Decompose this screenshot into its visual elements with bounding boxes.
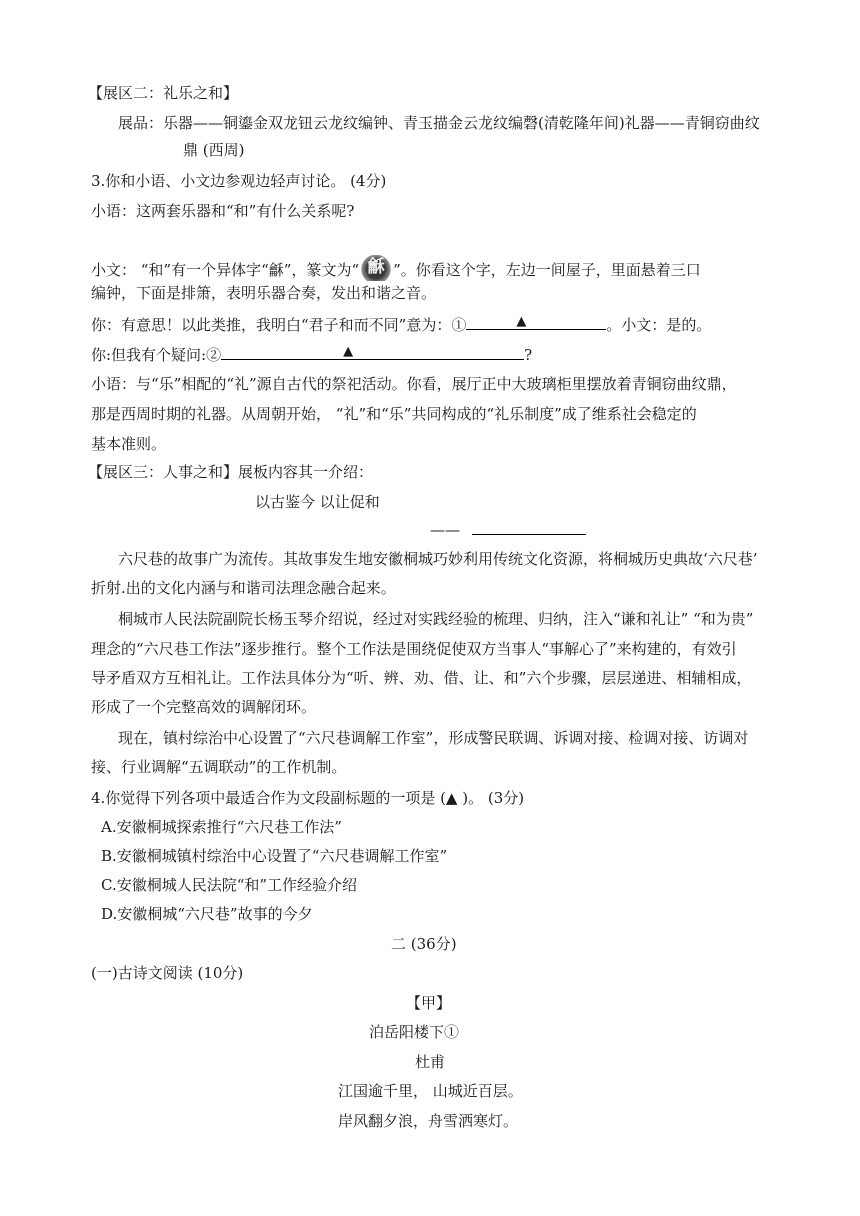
poem-line-1: 江国逾千里， 山城近百层。 [338, 1082, 523, 1100]
blank-marker-1: ▲ [516, 314, 527, 329]
zone3-subtitle [430, 520, 586, 540]
p2-line4: 形成了一个完整高效的调解闭环。 [91, 698, 317, 716]
seal-script-glyph: 龢 [367, 257, 385, 277]
option-a[interactable]: A.安徽桐城探索推行“六尺巷工作法” [101, 818, 342, 836]
xiaowen-line-1 [91, 255, 701, 281]
poem-title: 泊岳阳楼下① [369, 1023, 460, 1041]
poem-line-2: 岸风翻夕浪，舟雪洒寒灯。 [338, 1112, 519, 1130]
xiaoyu-line-1: 小语：这两套乐器和“和”有什么关系呢? [91, 202, 355, 220]
p1-line2: 折射.出的文化内涵与和谐司法理念融合起来。 [91, 579, 396, 597]
section-ancient-poetry: (一)古诗文阅读 (10分) [91, 964, 244, 982]
option-c[interactable]: C.安徽桐城人民法院“和”工作经验介绍 [101, 876, 358, 894]
question-3-stem: 3.你和小语、小文边参观边轻声讨论。 (4分) [91, 172, 387, 190]
poem-jia-label: 【甲】 [406, 994, 452, 1012]
zone3-title: 以古鉴今 以让促和 [255, 493, 380, 511]
p2-line2: 理念的“六尺巷工作法”逐步推行。整个工作法是围绕促使双方当事人“事解心了”来构建的，有效引 [91, 640, 737, 658]
question-4-stem: 4.你觉得下列各项中最适合作为文段副标题的一项是 (▲ )。 (3分) [91, 789, 525, 807]
p2-line3: 导矛盾双方互相礼让。工作法具体分为“听、辨、劝、借、让、和”六个步骤，层层递进、相辅相成， [91, 669, 752, 687]
you-line-2-end: ? [524, 346, 533, 364]
subtitle-blank[interactable] [472, 520, 586, 535]
p1-line1: 六尺巷的故事广为流传。其故事发生地安徽桐城巧妙利用传统文化资源，将桐城历史典故‘六尺巷’ [118, 550, 758, 568]
zone2-exhibits-line2: 鼎 (西周) [183, 141, 245, 159]
xiaowen-text-a: 小文： “和”有一个异体字“龢”，篆文为“ [91, 261, 360, 279]
seal-script-image [361, 255, 391, 281]
xiaowen-line-2: 编钟，下面是排箫，表明乐器合奏，发出和谐之音。 [91, 284, 437, 302]
answer-blank-2[interactable] [221, 343, 524, 360]
option-d[interactable]: D.安徽桐城“六尺巷”故事的今夕 [101, 905, 313, 923]
blank-marker-2: ▲ [343, 344, 354, 359]
xiaowen-text-b: ”。你看这个字，左边一间屋子，里面悬着三口 [393, 261, 701, 279]
xiaoyu-line-2b: 那是西周时期的礼器。从周朝开始， “礼”和“乐”共同构成的“礼乐制度”成了维系社会稳定的 [91, 405, 697, 423]
zone2-heading: 【展区二：礼乐之和】 [88, 84, 239, 102]
part2-heading: 二 (36分) [391, 935, 457, 953]
p3-line2: 接、行业调解“五调联动”的工作机制。 [91, 758, 347, 776]
zone3-heading: 【展区三：人事之和】展板内容其一介绍： [88, 463, 374, 481]
you-line-1-text: 你：有意思！以此类推，我明白“君子和而不同”意为：① [91, 316, 467, 334]
subtitle-dash: —— [430, 521, 460, 539]
option-b[interactable]: B.安徽桐城镇村综治中心设置了“六尺巷调解工作室” [101, 847, 448, 865]
xiaoyu-line-2a: 小语：与“乐”相配的“礼”源自古代的祭祀活动。你看，展厅正中大玻璃柜里摆放着青铜窃曲纹鼎， [91, 375, 737, 393]
you-line-2 [91, 343, 532, 365]
zone2-exhibits-line1: 展品：乐器——铜鎏金双龙钮云龙纹编钟、青玉描金云龙纹编磬(清乾隆年间)礼器——青铜窃曲纹 [118, 114, 760, 132]
poem-author: 杜甫 [415, 1053, 446, 1071]
p3-line1: 现在，镇村综治中心设置了“六尺巷调解工作室”，形成警民联调、诉调对接、检调对接、访调对 [118, 729, 749, 747]
answer-blank-1[interactable] [466, 313, 606, 330]
you-line-1 [91, 313, 711, 335]
you-line-2-text: 你:但我有个疑问:② [91, 346, 222, 364]
xiaoyu-line-2c: 基本准则。 [91, 435, 167, 453]
you-line-1-end: 。小文：是的。 [606, 316, 712, 334]
p2-line1: 桐城市人民法院副院长杨玉琴介绍说，经过对实践经验的梳理、归纳，注入“谦和礼让” “和为贵” [118, 610, 754, 628]
